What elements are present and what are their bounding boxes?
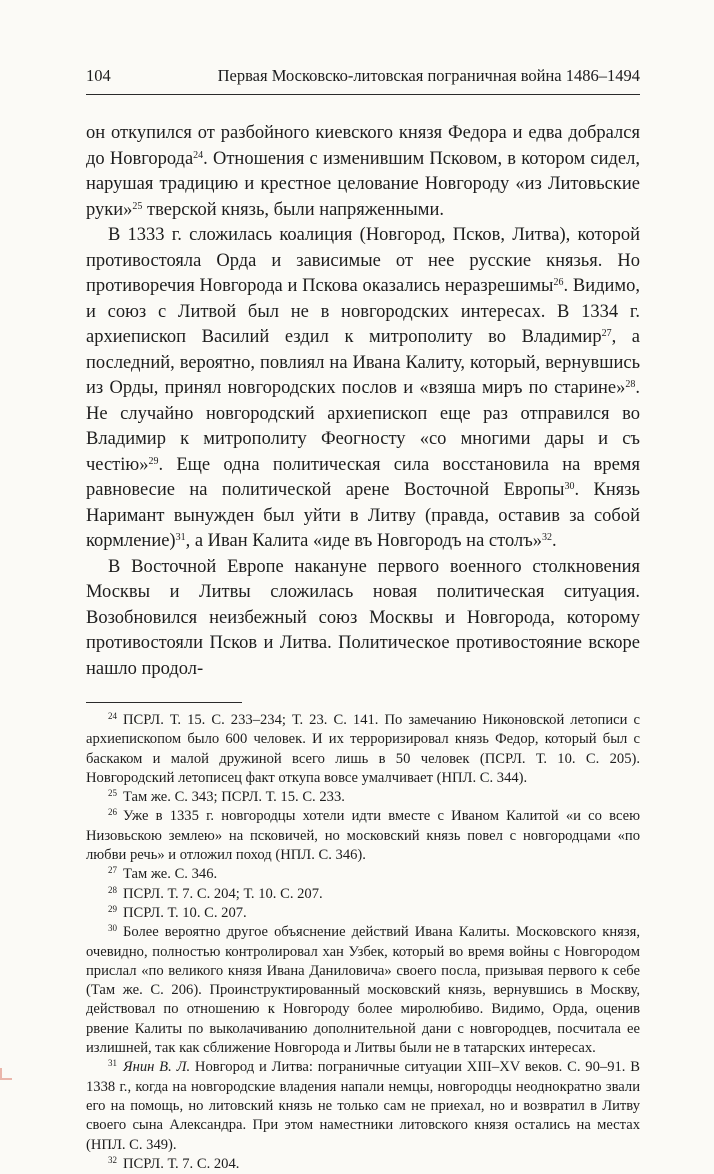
footnote-ref-29[interactable]: 29	[148, 455, 159, 467]
paragraph-1: он откупился от разбойного киевского князя Федора и едва добрался до Новгорода$^{24}$. Отношения с изменившим Псковом, в котором сидел, нарушая традицию и крестное целование Новгороду «из Литовьские руки»$^{25}$ тверской князь, были напряженными.	[86, 123, 640, 220]
footnote-separator	[86, 702, 242, 703]
footnote-25: $^{25}$ Там же. С. 343; ПСРЛ. Т. 15. С. 233.	[108, 788, 345, 806]
footnote-ref-26[interactable]: 26	[553, 277, 564, 288]
header-rule	[86, 94, 640, 95]
footnote-28: $^{28}$ ПСРЛ. Т. 7. С. 204; Т. 10. С. 207.	[108, 884, 323, 902]
footnotes	[86, 711, 640, 1174]
running-title: Первая Московско-литовская пограничная война 1486–1494	[217, 66, 640, 85]
footnote-24: $^{24}$ ПСРЛ. Т. 15. С. 233–234; Т. 23. С. 141. По замечанию Никоновской летописи с архиепископом было 600 человек. И их терроризировал князь Федор, который был с баскаком и малой дружиной всего лишь в 50 человек (ПСРЛ. Т. 10. С. 205). Новгородский летописец факт откупа вовсе умалчивает (НПЛ. С. 344).	[86, 711, 640, 786]
footnote-ref-28[interactable]: 28	[625, 379, 636, 390]
paragraph-2: В 1333 г. сложилась коалиция (Новгород, Псков, Литва), которой противостояла Орда и зависимые от нее русские князья. Но противоречия Новгорода и Пскова оказались неразрешимы$^{26}$. Видимо, и союз с Литвой был не в новгородских интересах. В 1334 г. архиепископ Василий ездил к митрополиту во Владимир$^{27}$, а последний, вероятно, повлиял на Ивана Калиту, который, вернувшись из Орды, принял новгородских послов и «взяша миръ по старине»$^{28}$. Не случайно новгородский архиепископ еще раз отправился во Владимир к митрополиту Феогносту «со многими дары и съ честію»$^{29}$. Еще одна политическая сила восстановила на время равновесие на политической арене Восточной Европы$^{30}$. Князь Наримант вынужден был уйти в Литву (правда, оставив за собой кормление)$^{31}$, а Иван Калита «иде въ Новгородъ на столъ»$^{32}$.	[86, 225, 641, 551]
footnote-ref-32[interactable]: 32	[542, 532, 553, 543]
main-text	[86, 121, 640, 682]
footnote-26: $^{26}$ Уже в 1335 г. новгородцы хотели идти вместе с Иваном Калитой «и со всею Низовьскою землею» на псковичей, но московский князь повел с новгородцами «по любви речь» и отложил поход (НПЛ. С. 346).	[86, 807, 640, 864]
footnote-32: $^{32}$ ПСРЛ. Т. 7. С. 204.	[108, 1154, 240, 1172]
footnote-ref-30[interactable]: 30	[564, 481, 575, 492]
footnote-29: $^{29}$ ПСРЛ. Т. 10. С. 207.	[108, 903, 247, 921]
scan-corner-mark	[0, 1068, 12, 1080]
footnote-ref-31[interactable]: 31	[175, 532, 186, 543]
paragraph-3: В Восточной Европе накануне первого военного столкновения Москвы и Литвы сложилась новая политическая ситуация. Возобновился неизбежный союз Москвы и Новгорода, которому противостояли Псков и Литва. Политическое противостояние вскоре нашло продол-	[86, 556, 640, 679]
footnote-ref-24[interactable]: 24	[193, 149, 204, 161]
book-page	[86, 66, 640, 1174]
footnote-31: $^{31}$ Янин В. Л. Новгород и Литва: пограничные ситуации XIII–XV веков. С. 90–91. В 1338 г., когда на новгородские владения напали немцы, новгородцы неоднократно звали его на помощь, но литовский князь не только сам не приехал, но и возвратил в Литву своего сына Александра. При этом наместники литовского князя остались на местах (НПЛ. С. 349).	[86, 1058, 640, 1153]
footnote-ref-27[interactable]: 27	[601, 328, 612, 339]
footnote-author: Янин В. Л.	[123, 1059, 191, 1076]
footnote-30: $^{30}$ Более вероятно другое объяснение действий Ивана Калиты. Московского князя, очевидно, полностью контролировал хан Узбек, который во время войны с Новгородом прислал «по великого князя Ивана Даниловича» своего посла, призывая первого к себе (Там же. С. 206). Проинструктированный московский князь, вернувшись в Москву, действовал по отношению к Новгороду более миролюбиво. Видимо, Орда, оценив рвение Калиты по выколачиванию дополнительной дани с новгородцев, посчитала ее излишней, так как сближение Новгорода и Литвы были не в татарских интересах.	[86, 923, 640, 1057]
page-number: 104	[86, 66, 111, 85]
footnote-ref-25[interactable]: 25	[132, 200, 143, 212]
footnote-27: $^{27}$ Там же. С. 346.	[108, 865, 218, 883]
running-header	[86, 66, 640, 88]
